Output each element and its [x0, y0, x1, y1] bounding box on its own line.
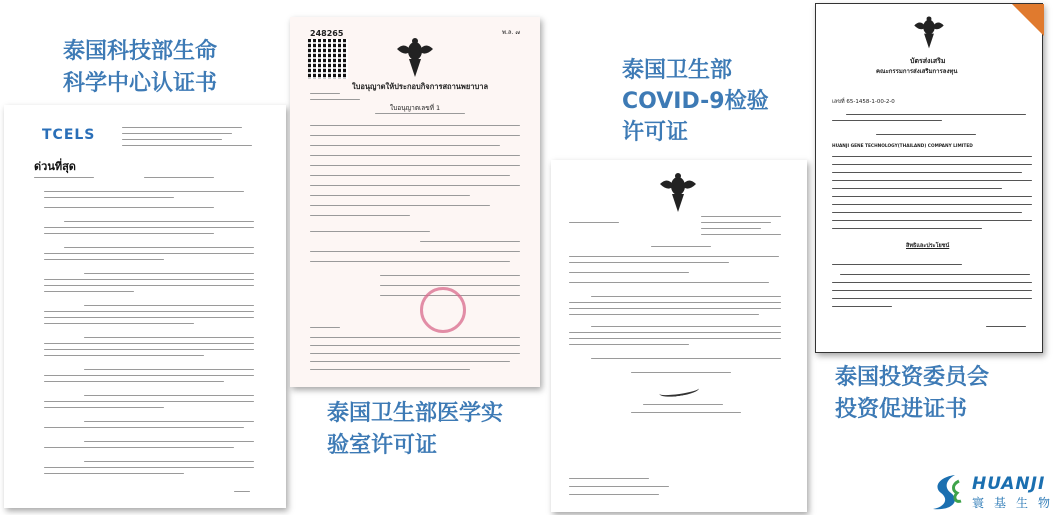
urgent-label: ด่วนที่สุด	[34, 160, 76, 173]
corner-ribbon-icon	[1012, 4, 1044, 36]
boi-certificate	[815, 3, 1043, 353]
corner-code: พ.ล. ๗	[502, 29, 520, 36]
brand-name-cn: 寰基生物	[972, 496, 1060, 510]
doc-number: 248265	[310, 29, 344, 38]
signature	[658, 383, 699, 398]
covid-license	[551, 160, 807, 512]
caption-line: 泰国科技部生命	[63, 39, 218, 64]
boi-subtitle: คณะกรรมการส่งเสริมการลงทุน	[876, 68, 958, 75]
science-center-certificate	[4, 105, 286, 508]
cert-number: เลขที่ 65-1458-1-00-2-0	[832, 99, 895, 105]
company-name: HUANJI GENE TECHNOLOGY(THAILAND) COMPANY LIMITED	[832, 144, 973, 149]
brand-name: HUANJI	[972, 474, 1046, 494]
garuda-seal-icon	[658, 170, 698, 214]
caption-line: 泰国卫生部医学实	[327, 401, 504, 426]
license-subtitle: ใบอนุญาตเลขที่ 1	[390, 104, 441, 112]
caption-boi	[835, 362, 989, 426]
section-heading: สิทธิและประโยชน์	[906, 243, 950, 249]
garuda-emblem-icon	[395, 35, 435, 79]
caption-line: 投资促进证书	[835, 396, 968, 422]
license-title: ใบอนุญาตให้ประกอบกิจการสถานพยาบาล	[352, 82, 489, 91]
caption-medical-lab	[327, 398, 503, 462]
caption-line: 科学中心认证书	[63, 70, 218, 96]
caption-line: 验室许可证	[327, 432, 438, 458]
medical-lab-license	[290, 17, 540, 387]
qr-code	[308, 39, 348, 79]
official-stamp	[420, 287, 466, 333]
caption-line: COVID-9检验	[622, 88, 769, 114]
caption-covid-license	[622, 56, 769, 148]
huanji-logo-icon	[925, 471, 969, 513]
tcels-logo: TCELS	[42, 127, 96, 143]
boi-title: บัตรส่งเสริม	[910, 57, 946, 65]
caption-line: 许可证	[622, 119, 689, 145]
caption-line: 泰国卫生部	[622, 58, 733, 83]
garuda-emblem-icon	[912, 14, 946, 50]
caption-science-center	[63, 36, 217, 100]
caption-line: 泰国投资委员会	[835, 365, 990, 390]
